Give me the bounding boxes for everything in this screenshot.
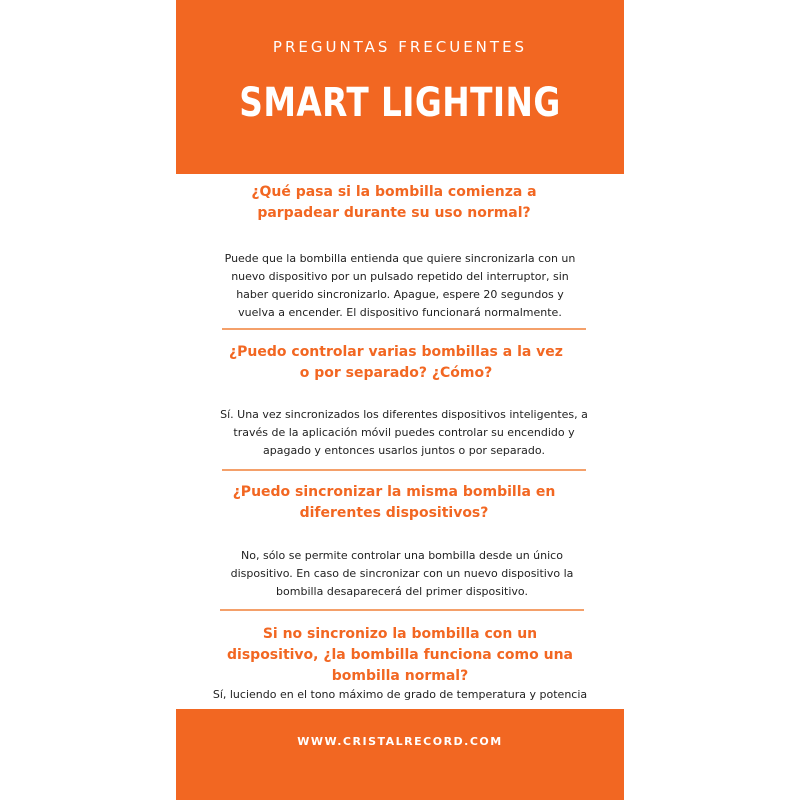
faq-question-1: ¿Qué pasa si la bombilla comienza a parpadear durante su uso normal?	[251, 184, 537, 221]
page-title: SMART LIGHTING	[239, 80, 561, 126]
divider-2	[222, 469, 586, 471]
faq-answer-4: Sí, luciendo en el tono máximo de grado de temperatura y potencia	[212, 688, 588, 701]
divider-3	[220, 609, 584, 611]
faq-answer-2: Sí. Una vez sincronizados los diferentes dispositivos inteligentes, a través de la aplicación móvil puedes controlar su encendido y apagado y entonces usarlos juntos o por separado.	[220, 408, 588, 457]
header-banner	[176, 0, 624, 174]
faq-answer-1: Puede que la bombilla entienda que quiere sincronizarla con un nuevo dispositivo por un pulsado repetido del interruptor, sin haber querido sincronizarlo. Apague, espere 20 segundos y vuelva a encender. El dispositivo funcionará normalmente.	[224, 252, 576, 319]
faq-question-2: ¿Puedo controlar varias bombillas a la vez o por separado? ¿Cómo?	[229, 344, 563, 381]
faq-question-3: ¿Puedo sincronizar la misma bombilla en diferentes dispositivos?	[232, 484, 556, 521]
faq-question-4: Si no sincronizo la bombilla con un dispositivo, ¿la bombilla funciona como una bombilla normal?	[227, 626, 573, 684]
footer-banner	[176, 709, 624, 800]
divider-1	[222, 328, 586, 330]
website-link[interactable]: WWW.CRISTALRECORD.COM	[297, 735, 503, 748]
header-subtitle: PREGUNTAS FRECUENTES	[272, 38, 528, 56]
faq-answer-3: No, sólo se permite controlar una bombilla desde un único dispositivo. En caso de sincronizar con un nuevo dispositivo la bombilla desaparecerá del primer dispositivo.	[230, 549, 574, 598]
